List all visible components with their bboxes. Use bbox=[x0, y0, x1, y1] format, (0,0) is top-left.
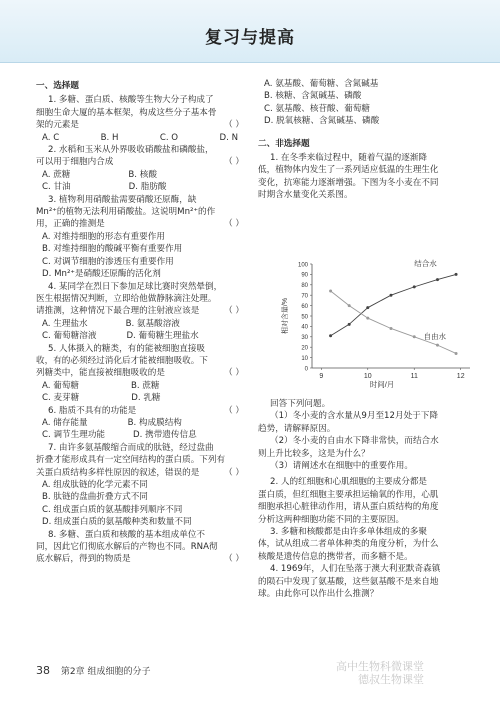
option: A. 氨基酸、葡萄糖、含氮碱基 bbox=[264, 79, 379, 89]
y-tick-label: 40 bbox=[301, 324, 308, 331]
q4-options bbox=[36, 330, 244, 342]
n3-text: 3. 多糖和核酸都是由许多单体组成的多聚 bbox=[270, 527, 428, 538]
q8-text: 同，因此它们彻底水解后的产物也不同。RNA彻 bbox=[36, 542, 218, 553]
watermark bbox=[336, 660, 424, 686]
data-point bbox=[413, 335, 416, 338]
sub-question-3: （3）请阐述水在细胞中的重要作用。 bbox=[270, 461, 413, 472]
data-point bbox=[329, 334, 332, 337]
option: B. 氨基酸溶液 bbox=[125, 318, 180, 329]
n4-text: 的陨石中发现了氨基酸，这些氨基酸不是来自地 bbox=[258, 576, 439, 587]
y-tick-label: 70 bbox=[301, 293, 308, 300]
n4-text: 球。由此你可以作出什么推测？ bbox=[258, 589, 379, 600]
q5-options bbox=[36, 392, 244, 404]
n1-text: 低，植物体内发生了一系列适应低温的生理生化 bbox=[258, 165, 439, 176]
q6-options bbox=[36, 417, 244, 429]
q5-stem-end: 列糖类中，能直接被细胞吸收的是 （ ） bbox=[36, 368, 244, 379]
chart-svg bbox=[278, 256, 478, 392]
option: A. 蔗糖 bbox=[42, 169, 71, 180]
data-point bbox=[436, 344, 439, 347]
y-axis-label: 相对含量/% bbox=[282, 297, 289, 335]
option: B. 肽链的盘曲折叠方式不同 bbox=[42, 492, 148, 503]
right-column-top bbox=[258, 78, 470, 202]
option: B. 核酸 bbox=[128, 169, 157, 180]
n2-text: 分析这两种细胞功能不同的主要原因。 bbox=[258, 514, 405, 525]
y-tick-label: 80 bbox=[301, 283, 308, 290]
option: A. 组成肽链的化学元素不同 bbox=[42, 480, 148, 490]
x-tick-label: 10 bbox=[363, 373, 372, 380]
option: C. 葡萄糖溶液 bbox=[42, 331, 97, 342]
option: D. 携带遗传信息 bbox=[133, 430, 197, 441]
y-tick-label: 100 bbox=[297, 262, 308, 269]
option: C. 麦芽糖 bbox=[42, 393, 80, 404]
option: A. C bbox=[42, 132, 60, 143]
option: C. 甘油 bbox=[42, 182, 71, 193]
chapter-title: 第2章 组成细胞的分子 bbox=[60, 667, 151, 677]
option: D. N bbox=[219, 132, 238, 143]
data-point bbox=[413, 285, 416, 288]
q4-text: 医生根据情况判断，立即给他做静脉滴注处理。 bbox=[36, 293, 217, 304]
page-number: 38 bbox=[36, 664, 50, 677]
q2-options bbox=[36, 181, 244, 193]
y-tick-label: 90 bbox=[301, 272, 308, 279]
option: C. 氨基酸、核苷酸、葡萄糖 bbox=[264, 103, 370, 114]
q7-text: 7. 由许多氨基酸缩合而成的肽链，经过盘曲 bbox=[48, 442, 214, 453]
q3-text: 3. 植物利用硝酸盐需要硝酸还原酶，缺 bbox=[48, 194, 197, 205]
q2-options bbox=[36, 169, 244, 181]
n1-text: 时期含水量变化关系图。 bbox=[258, 190, 353, 201]
y-tick-label: 10 bbox=[301, 355, 308, 362]
option: D. 葡萄糖生理盐水 bbox=[126, 331, 199, 342]
q7-stem-end: 关蛋白质结构多样性原因的叙述，错误的是 （ ） bbox=[36, 467, 244, 478]
left-column bbox=[36, 78, 244, 566]
q1-options bbox=[36, 132, 244, 144]
page-title: 复习与提高 bbox=[205, 28, 295, 48]
option: D. 脂肪酸 bbox=[128, 182, 167, 193]
y-tick-label: 30 bbox=[301, 335, 308, 342]
data-point bbox=[390, 327, 393, 330]
x-tick-label: 12 bbox=[456, 373, 465, 380]
n2-text: 细胞承担心脏律动作用，请从蛋白质结构的角度 bbox=[258, 502, 439, 513]
n2-text: 2. 人的红细胞和心肌细胞的主要成分都是 bbox=[270, 477, 428, 488]
option: D. Mn²⁺是硝酸还原酶的活化剂 bbox=[42, 269, 161, 280]
q4-options bbox=[36, 318, 244, 330]
q7-text: 折叠才能形成具有一定空间结构的蛋白质。下列有 bbox=[36, 455, 226, 466]
q3-text: Mn²⁺的植物无法利用硝酸盐。这说明Mn²⁺的作 bbox=[36, 207, 216, 218]
q6-stem: 6. 脂质不具有的功能是 （ ） bbox=[48, 405, 244, 416]
sub-question-2: 则上升比较多，这是为什么？ bbox=[258, 448, 370, 459]
option: D. 组成蛋白质的氨基酸种类和数量不同 bbox=[42, 517, 192, 528]
header-banner bbox=[0, 0, 500, 63]
option: B. 构成膜结构 bbox=[127, 417, 182, 428]
series-label: 结合水 bbox=[414, 259, 437, 269]
page-footer bbox=[36, 664, 150, 677]
data-point bbox=[455, 352, 458, 355]
q2-text: 2. 水稻和玉米从外界吸收硝酸盐和磷酸盐， bbox=[48, 145, 214, 156]
y-tick-label: 20 bbox=[301, 345, 308, 352]
water-content-chart bbox=[278, 256, 478, 392]
q1-stem-end: 架的元素是 （ ） bbox=[36, 120, 244, 131]
sub-question-2: （2）冬小麦的自由水下降非常快，而结合水 bbox=[270, 436, 439, 447]
data-point bbox=[390, 294, 393, 297]
right-column-bottom bbox=[258, 398, 470, 601]
n1-text: 1. 在冬季来临过程中，随着气温的逐渐降 bbox=[270, 153, 428, 164]
option: C. 对调节细胞的渗透压有重要作用 bbox=[42, 256, 174, 267]
q1-text: 细胞生命大厦的基本框架，构成这些分子基本骨 bbox=[36, 107, 217, 118]
n4-text: 4. 1969年，人们在坠落于澳大利亚默奇森镇 bbox=[270, 564, 441, 575]
q5-text: 5. 人体摄入的糖类，有的能被细胞直接吸 bbox=[48, 343, 206, 354]
option: A. 对维持细胞的形态有重要作用 bbox=[42, 231, 165, 242]
n1-text: 变化，抗寒能力逐渐增强。下图为冬小麦在不同 bbox=[258, 177, 439, 188]
y-tick-label: 0 bbox=[304, 366, 308, 373]
data-point bbox=[348, 304, 351, 307]
option: C. 组成蛋白质的氨基酸排列顺序不同 bbox=[42, 504, 183, 515]
n3-text: 体，试从组成二者单体种类的角度分析，为什么 bbox=[258, 539, 439, 550]
option: B. H bbox=[100, 132, 119, 143]
section-heading-choice: 一、选择题 bbox=[36, 81, 79, 91]
watermark-line: 高中生物科微课堂 bbox=[336, 660, 424, 673]
section-heading-nonchoice: 二、非选择题 bbox=[258, 138, 310, 149]
series-label: 自由水 bbox=[423, 331, 447, 341]
sub-question-1: 趋势，请解释原因。 bbox=[258, 423, 336, 434]
q4-stem-end: 请推测，这种情况下最合理的注射液应该是 （ ） bbox=[36, 306, 244, 317]
option: D. 乳糖 bbox=[131, 393, 161, 404]
option: A. 生理盐水 bbox=[42, 318, 88, 329]
option: B. 对维持细胞的酸碱平衡有重要作用 bbox=[42, 244, 183, 255]
x-tick-label: 11 bbox=[410, 373, 418, 380]
y-tick-label: 60 bbox=[301, 303, 308, 310]
data-point bbox=[348, 323, 351, 326]
x-axis-label: 时间/月 bbox=[369, 380, 395, 389]
sub-question-1: （1）冬小麦的含水量从9月至12月处于下降 bbox=[270, 411, 438, 422]
option: A. 储存能量 bbox=[42, 417, 88, 428]
x-tick-label: 9 bbox=[319, 373, 324, 380]
q4-text: 4. 某同学在烈日下参加足球比赛时突然晕倒， bbox=[48, 281, 223, 292]
q1-text: 1. 多糖、蛋白质、核酸等生物大分子构成了 bbox=[48, 95, 214, 106]
q2-stem-end: 可以用于细胞内合成 （ ） bbox=[36, 157, 244, 168]
y-tick-label: 50 bbox=[301, 314, 308, 321]
option: C. 调节生理功能 bbox=[42, 430, 106, 441]
n3-text: 核酸是遗传信息的携带者，而多糖不是。 bbox=[258, 551, 413, 562]
n2-text: 蛋白质，但红细胞主要承担运输氧的作用，心肌 bbox=[258, 489, 439, 500]
option: C. O bbox=[159, 132, 179, 143]
q3-stem-end: 用，正确的推测是 （ ） bbox=[36, 219, 244, 230]
q5-options bbox=[36, 380, 244, 392]
data-point bbox=[366, 317, 369, 320]
option: B. 蔗糖 bbox=[130, 380, 160, 391]
q8-text: 8. 多糖、蛋白质和核酸的基本组成单位不 bbox=[48, 529, 206, 540]
data-point bbox=[455, 273, 458, 276]
data-point bbox=[366, 306, 369, 309]
option: B. 核糖、含氮碱基、磷酸 bbox=[264, 91, 362, 102]
option: A. 葡萄糖 bbox=[42, 380, 79, 391]
q8-stem-end: 底水解后，得到的物质是 （ ） bbox=[36, 554, 244, 565]
data-point bbox=[436, 278, 439, 281]
data-point bbox=[329, 290, 332, 293]
q5-text: 收，有的必须经过消化后才能被细胞吸收。下 bbox=[36, 355, 208, 366]
option: D. 脱氧核糖、含氮碱基、磷酸 bbox=[264, 116, 380, 127]
q6-options bbox=[36, 429, 244, 441]
questions-intro: 回答下列问题。 bbox=[270, 399, 331, 409]
watermark-line: 德叔生物课堂 bbox=[358, 673, 424, 686]
